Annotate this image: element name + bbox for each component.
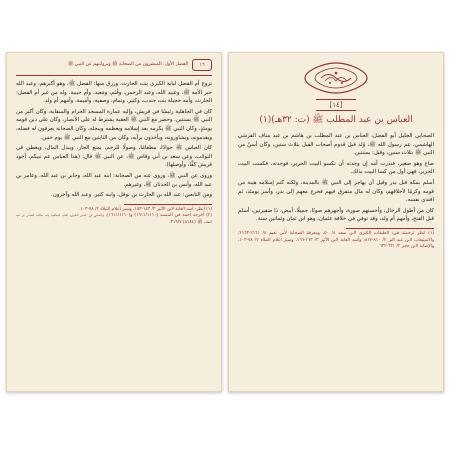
paragraph: أسلم بمكة قبل بدر وقيل أن يهاجر إلى النبي ﷺ بالمدينة، ولكنه كتم إسلامه هيبة من قومه وكرمًا لأخلاقهم، وكان له مال متفرق فيهم فخرج معهم إلى بدر، وأسر يومئذ، ثم افتدى نفسه.	[238, 179, 434, 204]
chapter-title: الفصل الأول: المبشرون من الصحابة ﷺ ويروايتهم عن النبي ﷺ	[67, 62, 188, 67]
footnote: (٢) أخرجه أحمد في المسند (١٦١١/١١١٠) و(١٦١١/١١١٠)، والنسائي في السنن الكبرى، كتاب المناقب، باب مناقب العباس بن عبد المطلب ﷺ (٨١٨٤) ٣١٩/٧.	[16, 213, 212, 225]
paragraph: ضاع وهو صغير، فنذرت أمه إن وجدته أن تكسو البيت الحرير، فوجدته، فكست البيت الحرير، فهي أول من كسا البيت بذلك.	[238, 160, 434, 176]
biography-title: العباس بن عبد المطلب ﷺ (ت: ٣٢هـ)(١)	[259, 115, 413, 125]
footnote-rule	[124, 204, 212, 205]
calligraphic-ornament-icon	[238, 61, 434, 95]
footnote: (١) انظر ترجمته في: الطبقات الكبرى لابن سعد ٤/ ٥٠، ومعرفة الصحابة لأبي نعيم ٤/ ٢١٦١-٢١٦٣، والاستيعاب لابن عبد البر ٢/ ٨١٠-٨١٧، وأسد الغابة لابن الأثير ٣/ ١٦٣-١٦٦، وسير أعلام النبلاء ٢/ ٧٨-١٠٣، والإصابة لابن حجر ٢/ ٦٣١-٦٣٢.	[238, 230, 435, 250]
paragraph: تزوج أم الفضل لبابة الكبرى بنت الحارث، وزرق منها: الفضل ﷺ، وهو أكبرهم، وعبد الله حبر الأمة ﷺ، وعبيد الله، وعبد الرحمن، وقُثم، ومَعبد، وأم حبيبة. وله من غير أم الفضل: الحارث، وأمه حجيلة بنت جندب، وكثير، وتمام، وصفية، وأميمة، وأمهم أم ولد.	[16, 81, 212, 105]
footnote-rule	[346, 228, 434, 229]
footnote: (١) انظر: أسد الغابة لابن الأثير ٣/ ١٤٣-١٥٣، وسير أعلام النبلاء ٢/ ٧٨-١٠٣.	[78, 206, 212, 212]
book-spread	[6, 52, 444, 392]
paragraph: الصحابي الجليل أبو الفضل، العباس بن عبد المطلب بن هاشم بن عبد مناف القرشي الهاشمي، عم رسول الله ﷺ، وُلد قبل قدوم أصحاب الفيل بثلاث سنين، وكان أسنّ من النبي ﷺ بثلاث سنين، وقيل: بسنتين.	[238, 133, 434, 157]
paragraph: كان في الجاهلية رئيسًا في قريش، وإليه عمارة المسجد الحرام والسقاية، وكان أكبر من النبي ﷺ بسنتين. وحضر مع النبي ﷺ العقبة يشترط له على الأنصار، وكان على دين قومه يومئذٍ، وكان النبي ﷺ يكرمه بعد إسلامه ويعظمه ويبجله، وكان الصحابة يعرفون له فضله، ويقدمونه، ويشاورونه، ويأخذون برأيه، وكان من الثابتين مع النبي ﷺ يوم حنين.	[16, 108, 212, 141]
page-header	[16, 59, 212, 71]
page-number-ornament	[192, 59, 212, 71]
paragraph: كان من أطول الرجال، وأحسنهم صورة، وأجهرهم صوتًا، جميلًا، أبيض، ذا ضفيرتين، أسلم قبل الفتح، وأمهم أم ولد، وقد توفي في خلافة عثمان، وهو ابن ثمان وثمانين سنة.	[238, 207, 434, 223]
body-text	[238, 132, 434, 224]
header-rule	[16, 75, 212, 76]
biography-number: [١٤]	[316, 99, 356, 111]
body-text	[16, 80, 212, 200]
paragraph: وروى عن النبي ﷺ، وروى عنه من الصحابة: ابنه عبد الله، وجابر بن عبد الله، وعامر بن عبد الله، وأنس بن الحدثان ﷺ، وغيرهم.	[16, 172, 212, 188]
paragraph: ومن التابعين: عبد الله بن الحارث بن نوفل، وابنه كثير، وعبد الله وآخرون.	[51, 192, 212, 199]
paragraph: كان العباس ﷺ جوادًا، مطعامًا، وصولًا للرحم، يمنع الجار، ويبذل المال، ويعطي في النوائب، وعن سعد بن أبي وقاص ﷺ، عن النبي ﷺ قال: (هذا العباس عم نبيكم، أجود قريش كفًّا، وأوصلها).	[16, 145, 212, 169]
left-page	[6, 52, 222, 392]
page-number: ١٦	[199, 62, 205, 68]
footnotes	[16, 207, 212, 227]
right-page	[228, 52, 444, 392]
footnotes	[238, 231, 434, 251]
